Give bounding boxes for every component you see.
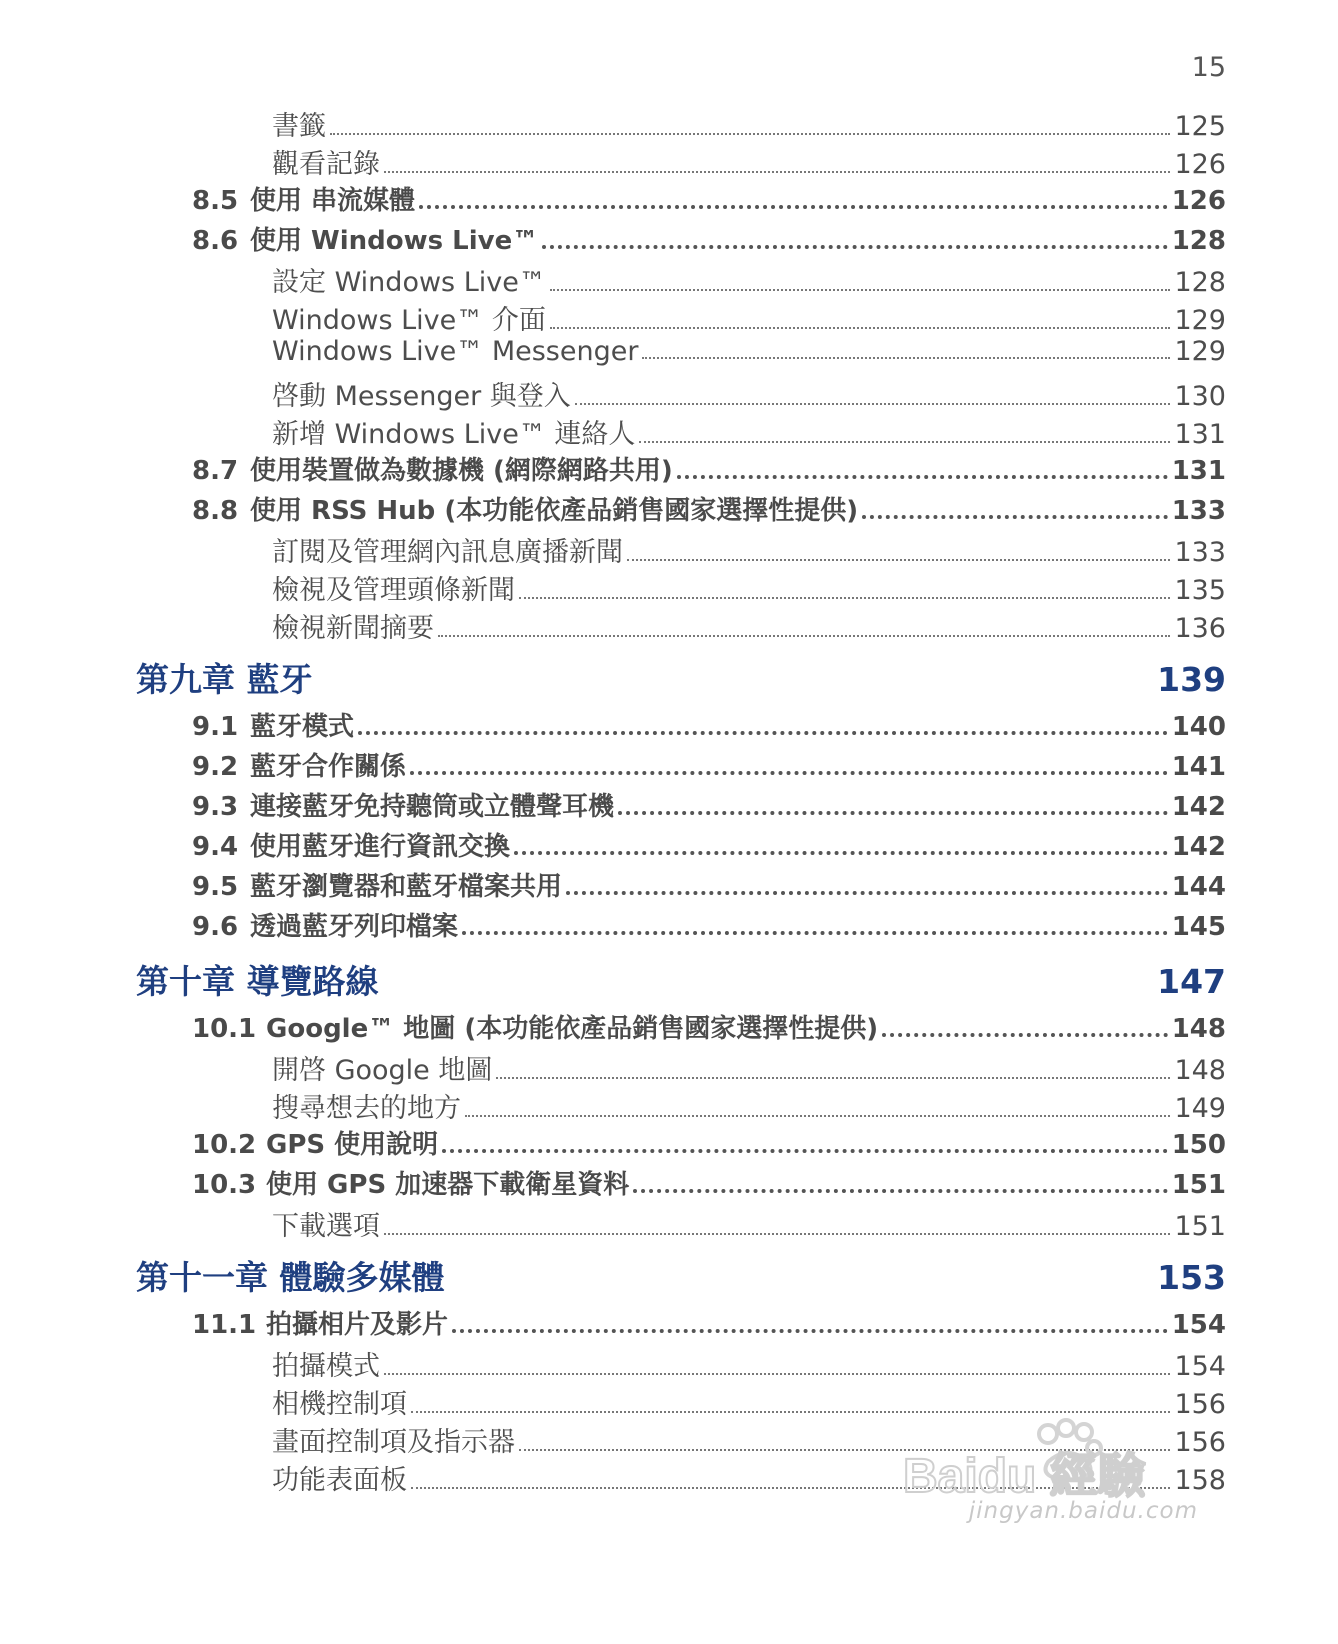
toc-section-number: 10.1: [192, 1014, 257, 1044]
toc-section-number: 11.1: [192, 1310, 257, 1340]
toc-page-number: 148: [1171, 1014, 1226, 1044]
toc-leader-dots: [677, 475, 1168, 479]
toc-section-number: 8.8: [192, 496, 239, 526]
toc-page-number: 129: [1174, 305, 1226, 336]
toc-leader-dots: [882, 1033, 1168, 1037]
toc-entry-title: 畫面控制項及指示器: [272, 1427, 515, 1458]
toc-leader-dots: [411, 1411, 1170, 1413]
toc-page-number: 158: [1174, 1465, 1226, 1496]
toc-subsection-row[interactable]: [272, 374, 1226, 413]
toc-leader-dots: [462, 931, 1168, 935]
watermark-brand: Baidu 經驗: [903, 1450, 1146, 1503]
toc-section-number: 9.6: [192, 912, 239, 942]
toc-entry-title: 書籤: [272, 111, 326, 142]
toc-page-number: 128: [1174, 267, 1226, 298]
toc-entry-title: 訂閱及管理網內訊息廣播新聞: [272, 537, 623, 568]
toc-section-number: 10.2: [192, 1130, 257, 1160]
toc-entry-title: 第十一章 體驗多媒體: [136, 1258, 445, 1297]
watermark-url: jingyan.baidu.com: [968, 1498, 1198, 1524]
toc-entry-title: 開啓 Google 地圖: [272, 1055, 493, 1086]
toc-page-number: 151: [1171, 1170, 1226, 1200]
toc-section-number: 9.2: [192, 752, 239, 782]
toc-leader-dots: [496, 1077, 1170, 1079]
toc-entry-title: 使用裝置做為數據機 (網際網路共用): [250, 456, 673, 486]
toc-page-number: 135: [1174, 575, 1226, 606]
toc-section-number: 9.1: [192, 712, 239, 742]
toc-page-number: 142: [1171, 792, 1226, 822]
toc-leader-dots: [618, 811, 1168, 815]
toc-leader-dots: [330, 133, 1170, 135]
toc-page-number: 133: [1174, 537, 1226, 568]
toc-leader-dots: [452, 1329, 1168, 1333]
toc-section-row[interactable]: [192, 180, 1226, 217]
toc-entry-title: 使用 RSS Hub (本功能依產品銷售國家選擇性提供): [250, 496, 859, 526]
toc-leader-dots: [410, 771, 1168, 775]
toc-page-number: 145: [1171, 912, 1226, 942]
toc-leader-dots: [465, 1115, 1170, 1117]
toc-page-number: 126: [1171, 186, 1226, 216]
toc-entry-title: 相機控制項: [272, 1389, 407, 1420]
page-number: 15: [1191, 52, 1226, 83]
toc-entry-title: 第十章 導覽路線: [136, 962, 379, 1001]
toc-section-row[interactable]: [192, 906, 1226, 943]
toc-leader-dots: [627, 559, 1170, 561]
toc-chapter-row[interactable]: [136, 654, 1226, 701]
toc-subsection-row[interactable]: [272, 104, 1226, 143]
toc-section-row[interactable]: [192, 1008, 1226, 1045]
toc-entry-title: 藍牙合作關係: [250, 752, 407, 782]
toc-entry-title: 連接藍牙免持聽筒或立體聲耳機: [250, 792, 615, 822]
toc-entry-title: 觀看記錄: [272, 149, 380, 180]
toc-entry-title: 使用藍牙進行資訊交換: [250, 832, 511, 862]
toc-section-row[interactable]: [192, 1304, 1226, 1341]
toc-page-number: 136: [1174, 613, 1226, 644]
toc-page-number: 141: [1171, 752, 1226, 782]
toc-page-number: 131: [1171, 456, 1226, 486]
toc-leader-dots: [566, 891, 1168, 895]
toc-entry-title: 設定 Windows Live™: [272, 267, 546, 298]
toc-leader-dots: [639, 441, 1170, 443]
toc-subsection-row[interactable]: [272, 336, 1226, 367]
toc-entry-title: 拍攝模式: [272, 1351, 380, 1382]
toc-entry-title: GPS 使用說明: [266, 1130, 439, 1160]
toc-subsection-row[interactable]: [272, 606, 1226, 645]
toc-page-number: 131: [1174, 419, 1226, 450]
toc-subsection-row[interactable]: [272, 1344, 1226, 1383]
toc-entry-title: 拍攝相片及影片: [266, 1310, 449, 1340]
toc-page-number: 140: [1171, 712, 1226, 742]
toc-leader-dots: [384, 171, 1170, 173]
toc-entry-title: 搜尋想去的地方: [272, 1093, 461, 1124]
toc-section-number: 8.6: [192, 226, 239, 256]
toc-leader-dots: [419, 205, 1168, 209]
toc-subsection-row[interactable]: [272, 530, 1226, 569]
toc-page-number: 139: [1157, 660, 1226, 699]
toc-entry-title: 藍牙瀏覽器和藍牙檔案共用: [250, 872, 563, 902]
toc-section-number: 8.5: [192, 186, 239, 216]
toc-entry-title: 透過藍牙列印檔案: [250, 912, 459, 942]
toc-page-number: 154: [1174, 1351, 1226, 1382]
toc-leader-dots: [519, 597, 1170, 599]
toc-entry-title: 新增 Windows Live™ 連絡人: [272, 419, 636, 450]
toc-leader-dots: [642, 357, 1170, 359]
toc-entry-title: 功能表面板: [272, 1465, 407, 1496]
toc-page-number: 150: [1171, 1130, 1226, 1160]
toc-leader-dots: [633, 1189, 1167, 1193]
toc-page-number: 153: [1157, 1258, 1226, 1297]
toc-leader-dots: [384, 1233, 1170, 1235]
toc-section-row[interactable]: [192, 220, 1226, 257]
toc-section-row[interactable]: [192, 866, 1226, 903]
toc-page-number: 126: [1174, 149, 1226, 180]
toc-section-row[interactable]: [192, 1164, 1226, 1201]
toc-entry-title: 檢視及管理頭條新聞: [272, 575, 515, 606]
toc-entry-title: 藍牙模式: [250, 712, 355, 742]
toc-section-number: 9.5: [192, 872, 239, 902]
toc-entry-title: 檢視新聞摘要: [272, 613, 434, 644]
toc-section-number: 10.3: [192, 1170, 257, 1200]
toc-section-row[interactable]: [192, 490, 1226, 527]
toc-section-number: 9.3: [192, 792, 239, 822]
toc-leader-dots: [514, 851, 1168, 855]
toc-subsection-row[interactable]: [272, 412, 1226, 451]
toc-page-number: 144: [1171, 872, 1226, 902]
toc-section-row[interactable]: [192, 1124, 1226, 1161]
toc-entry-title: 使用 Windows Live™: [250, 226, 539, 256]
toc-entry-title: Windows Live™ 介面: [272, 305, 546, 336]
toc-entry-title: 使用 GPS 加速器下載衛星資料: [266, 1170, 630, 1200]
toc-page-number: 125: [1174, 111, 1226, 142]
toc-page-number: 147: [1157, 962, 1226, 1001]
toc-leader-dots: [862, 515, 1168, 519]
toc-page-number: 148: [1174, 1055, 1226, 1086]
toc-leader-dots: [442, 1149, 1168, 1153]
toc-entry-title: Windows Live™ Messenger: [272, 336, 639, 367]
toc-subsection-row[interactable]: [272, 298, 1226, 337]
toc-page-number: 156: [1174, 1427, 1226, 1458]
toc-page-number: 149: [1174, 1093, 1226, 1124]
toc-page-number: 128: [1171, 226, 1226, 256]
toc-leader-dots: [542, 245, 1167, 249]
toc-section-row[interactable]: [192, 826, 1226, 863]
toc-page-number: 142: [1171, 832, 1226, 862]
toc-page-number: 154: [1171, 1310, 1226, 1340]
toc-leader-dots: [550, 327, 1171, 329]
toc-subsection-row[interactable]: [272, 1086, 1226, 1125]
toc-entry-title: Google™ 地圖 (本功能依產品銷售國家選擇性提供): [266, 1014, 879, 1044]
toc-page-number: 156: [1174, 1389, 1226, 1420]
toc-section-row[interactable]: [192, 746, 1226, 783]
toc-subsection-row[interactable]: [272, 1048, 1226, 1087]
toc-section-number: 8.7: [192, 456, 239, 486]
toc-section-row[interactable]: [192, 786, 1226, 823]
toc-leader-dots: [550, 289, 1171, 291]
toc-chapter-row[interactable]: [136, 1252, 1226, 1299]
toc-page-number: 129: [1174, 336, 1226, 367]
toc-page-number: 151: [1174, 1211, 1226, 1242]
toc-leader-dots: [575, 403, 1171, 405]
toc-entry-title: 第九章 藍牙: [136, 660, 313, 699]
toc-subsection-row[interactable]: [272, 568, 1226, 607]
toc-section-row[interactable]: [192, 706, 1226, 743]
toc-entry-title: 啓動 Messenger 與登入: [272, 381, 571, 412]
toc-subsection-row[interactable]: [272, 142, 1226, 181]
toc-page-number: 133: [1171, 496, 1226, 526]
toc-chapter-row[interactable]: [136, 956, 1226, 1003]
toc-leader-dots: [358, 731, 1168, 735]
toc-page-number: 130: [1174, 381, 1226, 412]
toc-section-number: 9.4: [192, 832, 239, 862]
toc-subsection-row[interactable]: [272, 1204, 1226, 1243]
toc-section-row[interactable]: [192, 450, 1226, 487]
toc-subsection-row[interactable]: [272, 260, 1226, 299]
toc-leader-dots: [384, 1373, 1170, 1375]
toc-entry-title: 使用 串流媒體: [250, 186, 416, 216]
toc-leader-dots: [438, 635, 1170, 637]
toc-entry-title: 下載選項: [272, 1211, 380, 1242]
